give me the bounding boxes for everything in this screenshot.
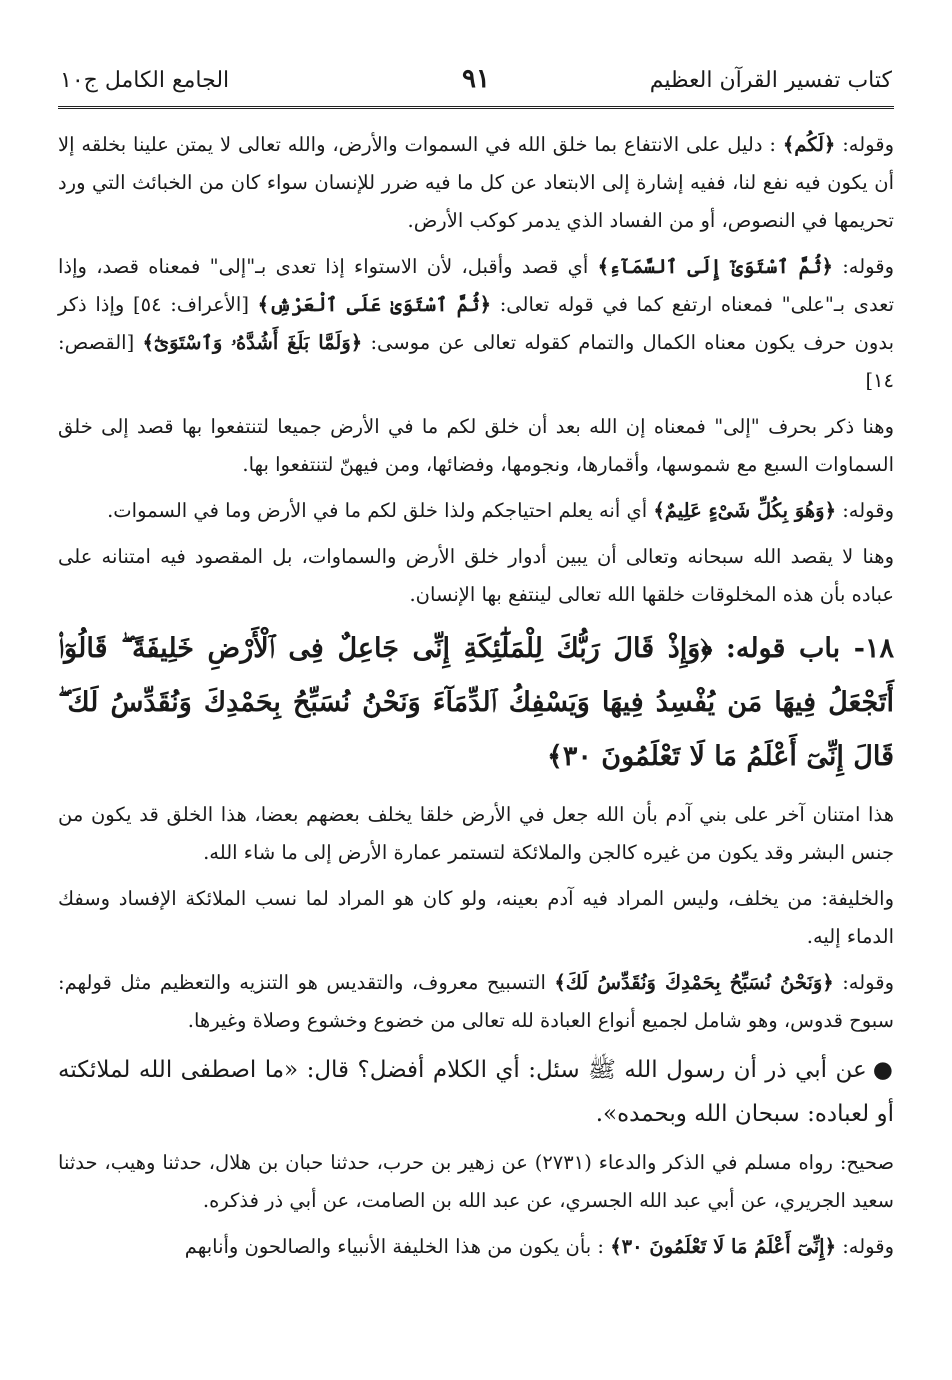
paragraph-last xyxy=(58,1228,894,1266)
paragraph-text: وقوله: xyxy=(832,255,894,278)
paragraph-1 xyxy=(58,126,894,240)
paragraph-2 xyxy=(58,248,894,400)
quran-verse: ﴿وَلَمَّا بَلَغَ أَشُدَّهُۥ وَٱسْتَوَىٰٓ﴾ xyxy=(142,331,363,354)
paragraph-text: وقوله: xyxy=(836,499,894,522)
quran-verse: ﴿ثُمَّ ٱسْتَوَىٰٓ إِلَى ٱلسَّمَآءِ﴾ xyxy=(597,255,833,278)
hadith-paragraph xyxy=(58,1048,894,1136)
paragraph-5: وهنا لا يقصد الله سبحانه وتعالى أن يبين أدوار خلق الأرض والسماوات، بل المقصود فيه امتنانه على عباده بأن هذه المخلوقات خلقها الله تعالى لينتفع بها الإنسان. xyxy=(58,545,894,606)
paragraph-6: هذا امتنان آخر على بني آدم بأن الله جعل في الأرض خلقا يخلف بعضهم بعضا، هذا الخلق قد يكون من جنس البشر وقد يكون من غيره كالجن والملائكة لتستمر عمارة الأرض إلى ما شاء الله. xyxy=(58,803,894,864)
paragraph-text: أي قصد وأقبل، لأن الاستواء إذا تعدى بـ"إلى" فمعناه قصد، وإذا تعدى بـ"على" فمعناه ارتفع كما في قوله تعالى: xyxy=(58,255,895,316)
paragraph-text: وقوله: xyxy=(835,133,894,156)
paragraph-text: التسبيح معروف، والتقديس هو التنزيه والتعظيم مثل قولهم: سبوح قدوس، وهو شامل لجميع أنواع العبادة لله تعالى من خضوع وخشوع وصلاة وغيرها. xyxy=(58,971,894,1032)
paragraph-text: [القصص: ١٤] xyxy=(58,331,894,392)
quran-verse: ﴿وَنَحْنُ نُسَبِّحُ بِحَمْدِكَ وَنُقَدِّسُ لَكَ﴾ xyxy=(554,971,834,994)
page-number: ٩١ xyxy=(462,64,490,94)
paragraph-text: : دليل على الانتفاع بما خلق الله في السموات والأرض، والله تعالى لا يمتن علينا بخلقه إلا أن يكون فيه نفع لنا، ففيه إشارة إلى الابتعاد عن كل ما فيه ضرر للإنسان سواء كان من الخبائث التي ورد تحريمها في النصوص، أو من الفساد الذي يدمر كوكب الأرض. xyxy=(58,133,894,232)
hadith-text: عن أبي ذر أن رسول الله ﷺ سئل: أي الكلام أفضل؟ قال: «ما اصطفى الله لملائكته أو لعباده: سبحان الله وبحمده». xyxy=(58,1057,894,1127)
page-header xyxy=(58,54,894,109)
paragraph-8 xyxy=(58,964,894,1040)
page-body xyxy=(58,126,894,1274)
paragraph-text: وقوله: xyxy=(836,1235,894,1258)
paragraph-text: : بأن يكون من هذا الخليفة الأنبياء والصالحون وأنابهم xyxy=(184,1235,611,1258)
section-heading xyxy=(58,622,894,784)
quran-verse: ﴿لَكُم﴾ xyxy=(782,133,836,156)
section-number: ١٨- باب قوله: xyxy=(712,633,894,664)
paragraph-text: أي أنه يعلم احتياجكم ولذا خلق لكم ما في الأرض وما في السموات. xyxy=(107,499,654,522)
takhrij-paragraph: صحيح: رواه مسلم في الذكر والدعاء (٢٧٣١) عن زهير بن حرب، حدثنا حبان بن هلال، حدثنا وهيب، حدثنا سعيد الجريري، عن أبي عبد الله الجسري، عن عبد الله بن الصامت، عن أبي ذر فذكره. xyxy=(58,1151,895,1212)
paragraph-text: [الأعراف: ٥٤] وإذا ذكر بدون حرف يكون معناه الكمال والتمام كقوله تعالى عن موسى: xyxy=(58,293,894,354)
paragraph-3: وهنا ذكر بحرف "إلى" فمعناه إن الله بعد أن خلق لكم ما في الأرض جميعا لتنتفعوا بها قصد إلى خلق السماوات السبع مع شموسها، وأقمارها، ونجومها، وفضائها، ومن فيهنّ لتنتفعوا بها. xyxy=(58,415,894,476)
book-title: كتاب تفسير القرآن العظيم xyxy=(649,68,892,93)
volume-title: الجامع الكامل ج١٠ xyxy=(60,68,230,93)
quran-verse: ﴿إِنِّىٓ أَعْلَمُ مَا لَا تَعْلَمُونَ ٣٠﴾ xyxy=(610,1235,837,1258)
bullet-icon: ● xyxy=(872,1056,894,1083)
quran-verse: ﴿ثُمَّ ٱسْتَوَىٰ عَلَى ٱلْعَرْشِ﴾ xyxy=(257,293,492,316)
section-verse: ﴿وَإِذْ قَالَ رَبُّكَ لِلْمَلَٰٓئِكَةِ إِنِّى جَاعِلٌ فِى ٱلْأَرْضِ خَلِيفَةً ۖ قَالُوٓا۟ أَتَجْعَلُ فِيهَا مَن يُفْسِدُ فِيهَا وَيَسْفِكُ ٱلدِّمَآءَ وَنَحْنُ نُسَبِّحُ بِحَمْدِكَ وَنُقَدِّسُ لَكَ ۖ قَالَ إِنِّىٓ أَعْلَمُ مَا لَا تَعْلَمُونَ ٣٠﴾ xyxy=(58,633,894,772)
paragraph-7: والخليفة: من يخلف، وليس المراد فيه آدم بعينه، ولو كان هو المراد لما نسب الملائكة الإفساد وسفك الدماء إليه. xyxy=(58,887,894,948)
paragraph-4 xyxy=(58,492,894,530)
paragraph-text: وقوله: xyxy=(833,971,894,994)
quran-verse: ﴿وَهُوَ بِكُلِّ شَىْءٍ عَلِيمٌ﴾ xyxy=(653,499,837,522)
